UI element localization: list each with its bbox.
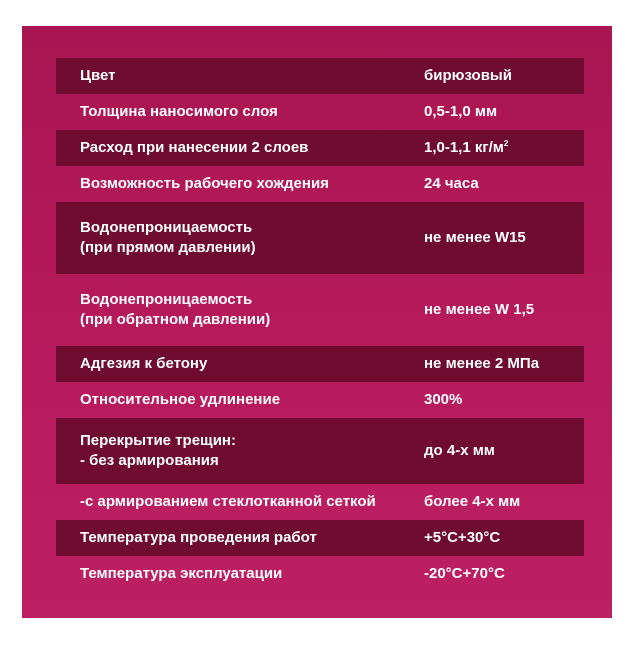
spec-name: -с армированием стеклотканной сеткой	[80, 493, 376, 510]
spec-value: не менее 2 МПа	[424, 355, 540, 372]
spec-row-waterproof-reverse	[56, 274, 584, 346]
spec-value: не менее W15	[424, 229, 526, 246]
spec-name: Возможность рабочего хождения	[80, 175, 329, 192]
spec-name: Цвет	[80, 67, 116, 84]
spec-value: -20°C+70°C	[424, 565, 505, 582]
spec-value-superscript: 2	[503, 139, 509, 148]
spec-row-crack-bridging	[56, 418, 584, 484]
spec-row-elongation	[56, 382, 584, 418]
spec-value: не менее W 1,5	[424, 301, 535, 318]
spec-name: Расход при нанесении 2 слоев	[80, 139, 309, 156]
spec-row-operating-temp	[56, 556, 584, 592]
spec-value: 0,5-1,0 мм	[424, 103, 498, 120]
spec-row-consumption	[56, 130, 584, 166]
spec-value: 300%	[424, 391, 463, 408]
spec-name: Толщина наносимого слоя	[80, 103, 278, 120]
spec-name: Относительное удлинение	[80, 391, 281, 408]
spec-value: бирюзовый	[424, 67, 512, 84]
spec-value: до 4-х мм	[424, 442, 495, 459]
spec-value: 24 часа	[424, 175, 479, 192]
spec-row-waterproof-direct	[56, 202, 584, 274]
spec-name: Водонепроницаемость (при прямом давлении)	[80, 219, 256, 256]
spec-row-application-temp	[56, 520, 584, 556]
spec-name: Перекрытие трещин: - без армирования	[80, 432, 236, 469]
spec-row-adhesion	[56, 346, 584, 382]
spec-name: Водонепроницаемость (при обратном давлении)	[80, 291, 271, 328]
spec-value-text: 1,0-1,1 кг/м	[424, 139, 504, 156]
spec-row-reinforced	[56, 484, 584, 520]
spec-row-walkability	[56, 166, 584, 202]
spec-value: более 4-х мм	[424, 493, 521, 510]
spec-name: Температура проведения работ	[80, 529, 317, 546]
spec-row-layer-thickness	[56, 94, 584, 130]
spec-name: Адгезия к бетону	[80, 355, 208, 372]
spec-value: +5°C+30°C	[424, 529, 501, 546]
spec-value	[422, 138, 584, 158]
spec-table	[56, 58, 584, 592]
spec-row-color	[56, 58, 584, 94]
spec-name: Температура эксплуатации	[80, 565, 283, 582]
